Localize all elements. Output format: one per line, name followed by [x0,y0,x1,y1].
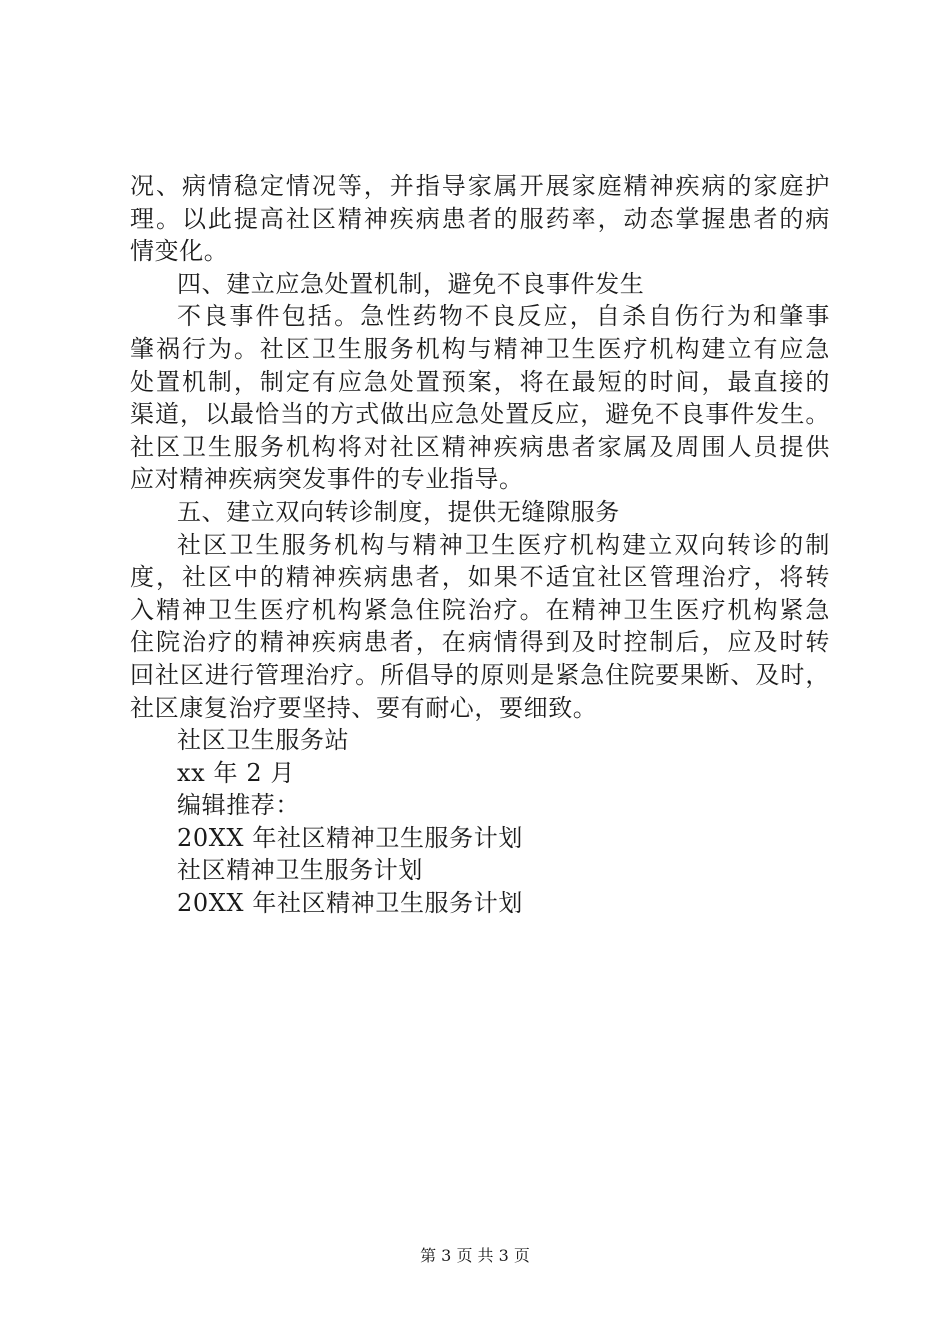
body-line: 不良事件包括。急性药物不良反应，自杀自伤行为和肇事 [177,302,830,331]
body-line: 社区康复治疗要坚持、要有耐心，要细致。 [130,693,598,722]
body-line: 应对精神疾病突发事件的专业指导。 [130,465,524,494]
section-heading-4: 四、建立应急处置机制，避免不良事件发生 [177,269,645,298]
recommendation-link[interactable]: 20XX 年社区精神卫生服务计划 [177,889,523,918]
body-line: 入精神卫生医疗机构紧急住院治疗。在精神卫生医疗机构紧急 [130,595,830,624]
body-line: 渠道，以最恰当的方式做出应急处置反应，避免不良事件发生。 [130,400,830,429]
body-line: 理。以此提高社区精神疾病患者的服药率，动态掌握患者的病 [130,204,830,233]
body-line: 况、病情稳定情况等，并指导家属开展家庭精神疾病的家庭护 [130,172,830,200]
body-line: 度，社区中的精神疾病患者，如果不适宜社区管理治疗，将转 [130,563,830,592]
document-body [130,170,830,920]
body-line: 回社区进行管理治疗。所倡导的原则是紧急住院要果断、及时， [130,660,830,689]
recommendation-link[interactable]: 社区精神卫生服务计划 [177,856,423,885]
page-number-footer: 第 3 页 共 3 页 [420,1246,530,1265]
body-line: 肇祸行为。社区卫生服务机构与精神卫生医疗机构建立有应急 [130,334,830,363]
signature-date: xx 年 2 月 [177,758,296,787]
signature-organization: 社区卫生服务站 [177,726,350,755]
recommendations-label: 编辑推荐： [177,791,300,820]
body-line: 社区卫生服务机构与精神卫生医疗机构建立双向转诊的制 [177,530,830,559]
recommendation-link[interactable]: 20XX 年社区精神卫生服务计划 [177,823,523,852]
section-heading-5: 五、建立双向转诊制度，提供无缝隙服务 [177,497,620,526]
body-line: 社区卫生服务机构将对社区精神疾病患者家属及周围人员提供 [130,432,830,461]
body-line: 情变化。 [130,237,229,266]
body-line: 处置机制，制定有应急处置预案，将在最短的时间，最直接的 [130,367,830,396]
body-line: 住院治疗的精神疾病患者，在病情得到及时控制后，应及时转 [130,628,830,657]
